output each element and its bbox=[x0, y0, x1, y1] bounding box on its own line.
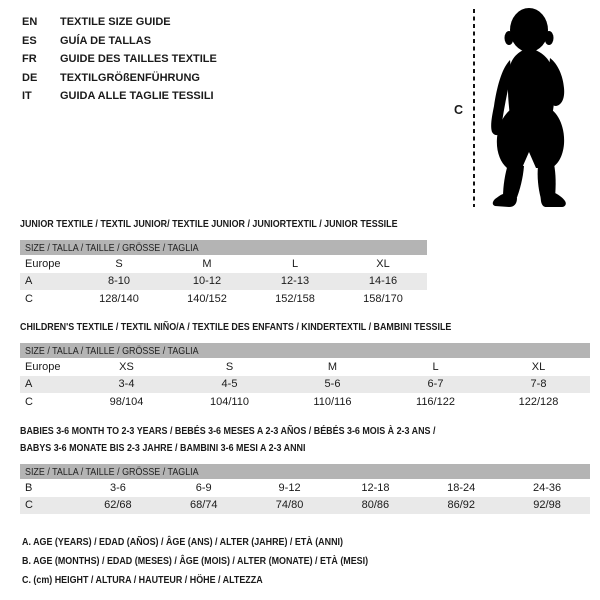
table-title: BABYS 3-6 MONATE BIS 2-3 JAHRE / BAMBINI 3-6 MESI A 2-3 ANNI bbox=[20, 442, 306, 454]
table-row bbox=[20, 273, 427, 291]
size-cell: 98/104 bbox=[109, 395, 144, 408]
table-row bbox=[20, 376, 590, 394]
size-cell: 9-12 bbox=[278, 481, 301, 494]
size-cell: 68/74 bbox=[189, 499, 218, 512]
toddler-silhouette-icon bbox=[486, 6, 582, 210]
size-cell: 128/140 bbox=[99, 292, 139, 305]
language-header bbox=[22, 13, 217, 106]
babies-textile-section bbox=[20, 423, 590, 514]
footnote-a: A. AGE (YEARS) / EDAD (AÑOS) / ÂGE (ANS) / ALTER (JAHRE) / ETÀ (ANNI) bbox=[22, 536, 343, 548]
size-cell: 86/92 bbox=[447, 499, 475, 512]
size-cell: 7-8 bbox=[530, 378, 547, 391]
size-header-bar: SIZE / TALLA / TAILLE / GRÖSSE / TAGLIA bbox=[20, 240, 427, 255]
footnote-b: B. AGE (MONTHS) / EDAD (MESES) / ÂGE (MOIS) / ALTER (MONATE) / ETÀ (MESI) bbox=[22, 555, 369, 567]
table-row bbox=[20, 358, 590, 376]
language-row bbox=[22, 69, 217, 88]
childrens-textile-section bbox=[20, 319, 590, 411]
language-code: EN bbox=[22, 16, 38, 29]
language-code: ES bbox=[22, 34, 37, 47]
size-header-bar: SIZE / TALLA / TAILLE / GRÖSSE / TAGLIA bbox=[20, 343, 590, 358]
language-row bbox=[22, 32, 217, 51]
size-cell: S bbox=[225, 360, 234, 373]
size-cell: 12-18 bbox=[361, 481, 390, 494]
language-title: TEXTILE SIZE GUIDE bbox=[60, 16, 171, 29]
size-cell: L bbox=[432, 360, 439, 373]
size-cell: 14-16 bbox=[368, 275, 398, 288]
language-code: IT bbox=[22, 90, 32, 103]
table-row bbox=[20, 290, 427, 308]
size-cell: 104/110 bbox=[210, 395, 249, 408]
language-title: GUIDE DES TAILLES TEXTILE bbox=[60, 53, 217, 66]
size-cell: 140/152 bbox=[187, 292, 227, 305]
size-cell: 116/122 bbox=[416, 395, 455, 408]
size-cell: 6-7 bbox=[427, 378, 444, 391]
size-cell: 3-4 bbox=[118, 378, 135, 391]
size-cell: 10-12 bbox=[192, 275, 222, 288]
row-label: C bbox=[25, 499, 33, 512]
size-cell: 3-6 bbox=[109, 481, 126, 494]
row-label: Europe bbox=[25, 257, 61, 270]
size-cell: 8-10 bbox=[107, 275, 131, 288]
size-cell: 18-24 bbox=[447, 481, 476, 494]
size-cell: 80/86 bbox=[361, 499, 390, 512]
table-row bbox=[20, 393, 590, 411]
size-cell: 92/98 bbox=[533, 499, 561, 512]
size-cell: XL bbox=[531, 360, 546, 373]
size-cell: 6-9 bbox=[195, 481, 212, 494]
size-cell: 74/80 bbox=[275, 499, 304, 512]
size-cell: XL bbox=[376, 257, 390, 270]
language-code: FR bbox=[22, 53, 37, 66]
size-cell: M bbox=[327, 360, 338, 373]
table-title: CHILDREN'S TEXTILE / TEXTIL NIÑO/A / TEXTILE DES ENFANTS / KINDERTEXTIL / BAMBINI TESSILE bbox=[20, 321, 452, 333]
language-row bbox=[22, 13, 217, 32]
height-label-c: C bbox=[454, 103, 464, 117]
row-label: C bbox=[25, 395, 33, 408]
size-cell: 110/116 bbox=[313, 395, 352, 408]
size-cell: 122/128 bbox=[518, 395, 559, 408]
size-cell: 5-6 bbox=[324, 378, 341, 391]
row-label: A bbox=[25, 275, 33, 288]
row-label: B bbox=[25, 481, 33, 494]
table-title: BABIES 3-6 MONTH TO 2-3 YEARS / BEBÉS 3-6 MESES A 2-3 AÑOS / BÉBÉS 3-6 MOIS À 2-3 ANS / bbox=[20, 425, 436, 437]
size-cell: 62/68 bbox=[104, 499, 132, 512]
language-title: GUIDA ALLE TAGLIE TESSILI bbox=[60, 90, 214, 103]
size-cell: XS bbox=[119, 360, 134, 373]
language-row bbox=[22, 50, 217, 69]
size-cell: L bbox=[291, 257, 299, 270]
table-row bbox=[20, 255, 427, 273]
language-row bbox=[22, 87, 217, 106]
size-cell: 152/158 bbox=[275, 292, 315, 305]
footnotes bbox=[22, 533, 429, 590]
size-cell: 158/170 bbox=[363, 292, 403, 305]
size-header-bar: SIZE / TALLA / TAILLE / GRÖSSE / TAGLIA bbox=[20, 464, 590, 479]
size-cell: M bbox=[202, 257, 212, 270]
language-title: TEXTILGRÖßENFÜHRUNG bbox=[60, 71, 200, 84]
height-dashed-line bbox=[473, 9, 475, 207]
row-label: C bbox=[25, 292, 33, 305]
table-row bbox=[20, 479, 590, 497]
table-row bbox=[20, 497, 590, 515]
row-label: A bbox=[25, 378, 33, 391]
size-cell: S bbox=[115, 257, 123, 270]
row-label: Europe bbox=[25, 360, 61, 373]
size-cell: 4-5 bbox=[221, 378, 238, 391]
junior-textile-section bbox=[20, 216, 427, 308]
language-title: GUÍA DE TALLAS bbox=[60, 34, 152, 47]
size-cell: 24-36 bbox=[532, 481, 562, 494]
language-code: DE bbox=[22, 71, 38, 84]
size-cell: 12-13 bbox=[280, 275, 310, 288]
table-title: JUNIOR TEXTILE / TEXTIL JUNIOR/ TEXTILE JUNIOR / JUNIORTEXTIL / JUNIOR TESSILE bbox=[20, 218, 398, 230]
footnote-c: C. (cm) HEIGHT / ALTURA / HAUTEUR / HÖHE / ALTEZZA bbox=[22, 574, 263, 586]
